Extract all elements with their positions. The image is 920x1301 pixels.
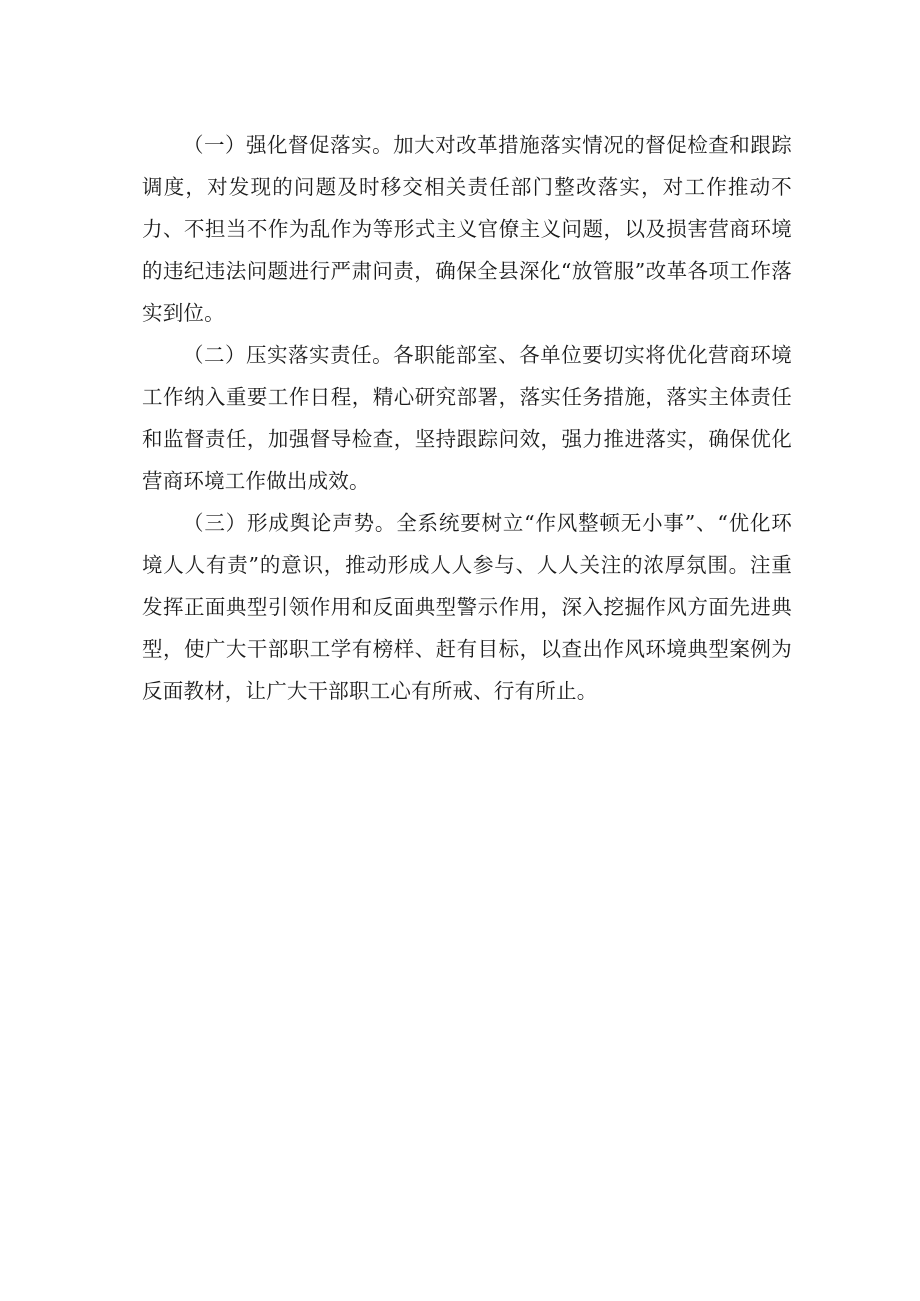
paragraph-public-opinion: （三）形成舆论声势。全系统要树立“作风整顿无小事”、“优化环境人人有责”的意识，推动形成人人参与、人人关注的浓厚氛围。注重发挥正面典型引领作用和反面典型警示作用，深入挖掘作风方面先进典型，使广大干部职工学有榜样、赶有目标，以查出作风环境典型案例为反面教材，让广大干部职工心有所戒、行有所止。 [142, 511, 792, 703]
document-body [142, 124, 792, 712]
paragraph-responsibility: （二）压实落实责任。各职能部室、各单位要切实将优化营商环境工作纳入重要工作日程，精心研究部署，落实任务措施，落实主体责任和监督责任，加强督导检查，坚持跟踪问效，强力推进落实，确保优化营商环境工作做出成效。 [142, 343, 792, 493]
paragraph-supervision: （一）强化督促落实。加大对改革措施落实情况的督促检查和跟踪调度，对发现的问题及时移交相关责任部门整改落实，对工作推动不力、不担当不作为乱作为等形式主义官僚主义问题，以及损害营商环境的违纪违法问题进行严肃问责，确保全县深化“放管服”改革各项工作落实到位。 [142, 133, 792, 325]
